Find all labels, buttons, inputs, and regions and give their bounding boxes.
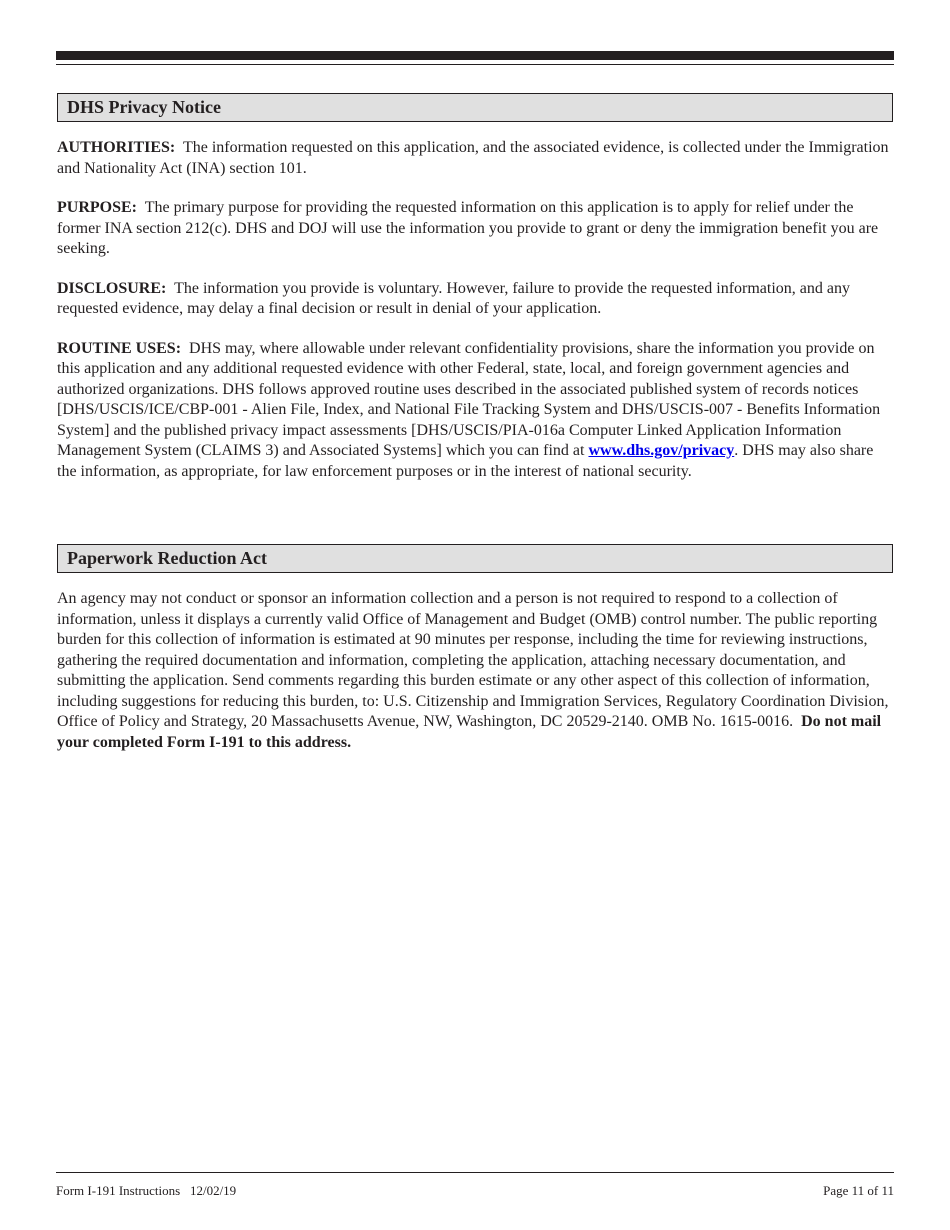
- purpose-label: PURPOSE:: [57, 199, 137, 216]
- routine-uses-text-end: . DHS may also share the information, as appropriate, for law enforcement purposes or in the interest of national security.: [57, 442, 874, 480]
- disclosure-text: The information you provide is voluntary. However, failure to provide the requested information, and any requested evidence, may delay a final decision or result in denial of your application.: [57, 279, 850, 317]
- paperwork-act-text: An agency may not conduct or sponsor an information collection and a person is not required to respond to a collection of information, unless it displays a currently valid Office of Management and Budget (OMB) control number. The public reporting burden for this collection of information is estimated at 90 minutes per response, including the time for reviewing instructions, gathering the required documentation and information, completing the application, attaching necessary documentation, and submitting the application. Send comments regarding this burden estimate or any other aspect of this collection of information, including suggestions for reducing this burden, to: U.S. Citizenship and Immigration Services, Regulatory Coordination Division, Office of Policy and Strategy, 20 Massachusetts Avenue, NW, Washington, DC 20529-2140. OMB No. 1615-0016.: [57, 590, 889, 730]
- privacy-notice-body: [57, 138, 893, 501]
- header-rule-thick: [56, 51, 894, 60]
- paperwork-act-bold-note: Do not mail your completed Form I-191 to this address.: [57, 713, 882, 751]
- authorities-paragraph: [57, 138, 893, 179]
- paperwork-act-heading: Paperwork Reduction Act: [57, 544, 893, 573]
- footer-page-number: Page 11 of 11: [823, 1183, 894, 1198]
- header-rule-thin: [56, 64, 894, 65]
- routine-uses-paragraph: [57, 339, 893, 483]
- paperwork-act-body: [57, 589, 893, 772]
- authorities-text: The information requested on this application, and the associated evidence, is collected under the Immigration and Nationality Act (INA) section 101.: [57, 139, 889, 177]
- purpose-text: The primary purpose for providing the requested information on this application is to apply for relief under the former INA section 212(c). DHS and DOJ will use the information you provide to grant or deny the immigration benefit you are seeking.: [57, 199, 879, 257]
- routine-uses-text: DHS may, where allowable under relevant confidentiality provisions, share the information you provide on this application and any additional requested evidence with other Federal, state, local, and foreign government agencies and authorized organizations. DHS follows approved routine uses described in the associated published system of records notices [DHS/USCIS/ICE/CBP-001 - Alien File, Index, and National File Tracking System and DHS/USCIS-007 - Benefits Information System] and the published privacy impact assessments [DHS/USCIS/PIA-016a Computer Linked Application Information Management System (CLAIMS 3) and Associated Systems] which you can find at: [57, 339, 881, 459]
- disclosure-paragraph: [57, 279, 893, 320]
- authorities-label: AUTHORITIES:: [57, 139, 176, 156]
- routine-uses-label: ROUTINE USES:: [57, 339, 182, 357]
- footer-form-info: Form I-191 Instructions 12/02/19: [56, 1183, 237, 1198]
- dhs-privacy-link[interactable]: www.dhs.gov/privacy: [588, 442, 735, 459]
- footer-rule: [56, 1172, 894, 1173]
- privacy-notice-heading: DHS Privacy Notice: [57, 93, 893, 122]
- purpose-paragraph: [57, 198, 893, 260]
- paperwork-act-paragraph: [57, 589, 893, 753]
- disclosure-label: DISCLOSURE:: [57, 279, 167, 297]
